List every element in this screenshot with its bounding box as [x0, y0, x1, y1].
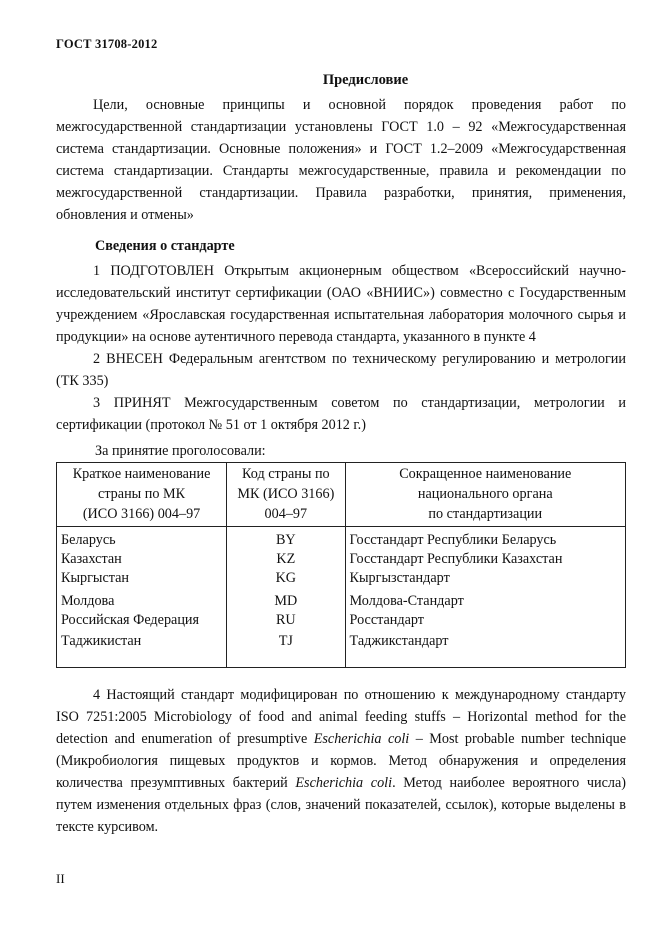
info-item-3: 3 ПРИНЯТ Межгосударственным советом по стандартизации, метрологии и сертификации (протокол № 51 от 1 октября 2012 г.): [56, 395, 626, 433]
country-cell: Российская Федерация: [57, 611, 227, 630]
country-cell: Казахстан: [57, 550, 227, 569]
body-cell: Госстандарт Республики Казахстан: [345, 550, 625, 569]
code-cell: MD: [227, 588, 345, 611]
info-item-2: 2 ВНЕСЕН Федеральным агентством по техническому регулированию и метрологии (ТК 335): [56, 351, 626, 389]
code-cell: KZ: [227, 550, 345, 569]
code-cell: BY: [227, 527, 345, 551]
code-cell: TJ: [227, 630, 345, 668]
header-national-body: Сокращенное наименование национального органа по стандартизации: [345, 463, 625, 527]
code-cell: KG: [227, 569, 345, 588]
header-code: Код страны по МК (ИСО 3166) 004–97: [227, 463, 345, 527]
code-cell: RU: [227, 611, 345, 630]
country-cell: Молдова: [57, 588, 227, 611]
body-cell: Кыргызстандарт: [345, 569, 625, 588]
table-row: [57, 569, 626, 588]
table-row: [57, 527, 626, 551]
header-country: Краткое наименование страны по МК (ИСО 3166) 004–97: [57, 463, 227, 527]
foreword-paragraph: Цели, основные принципы и основной порядок проведения работ по межгосударственной стандартизации установлены ГОСТ 1.0 – 92 «Межгосударственная система стандартизации. Основные положения» и ГОСТ 1.2–2009 «Межгосударственная система стандартизации. Стандарты межгосударственные, правила и рекомендации по межгосударственной стандартизации. Правила разработки, принятия, применения, обновления и отмены»: [56, 97, 626, 223]
body-cell: Госстандарт Республики Беларусь: [345, 527, 625, 551]
italic-species-name: Escherichia coli: [295, 775, 393, 791]
italic-species-name: Escherichia coli: [313, 731, 410, 747]
country-cell: Беларусь: [57, 527, 227, 551]
standard-info-body: [56, 260, 626, 436]
vote-label: За принятие проголосовали:: [95, 443, 266, 459]
info-item-1: 1 ПОДГОТОВЛЕН Открытым акционерным обществом «Всероссийский научно-исследовательский институт сертификации (ОАО «ВНИИС») совместно с Государственным учреждением «Ярославская государственная испытательная лаборатория молочного сырья и продукции» на основе аутентичного перевода стандарта, указанного в пункте 4: [56, 263, 626, 345]
foreword-title: Предисловие: [322, 72, 409, 88]
country-cell: Таджикистан: [57, 630, 227, 668]
page-number: II: [56, 871, 65, 886]
vote-table-header-row: [57, 463, 626, 527]
country-cell: Кыргыстан: [57, 569, 227, 588]
vote-table: [56, 462, 626, 668]
body-cell: Росстандарт: [345, 611, 625, 630]
table-row: [57, 550, 626, 569]
item-4-body: [56, 684, 626, 838]
table-row: [57, 630, 626, 668]
info-item-4: 4 Настоящий стандарт модифицирован по отношению к международному стандарту ISO 7251:2005 Microbiology of food and animal feeding stuffs – Horizontal method for the detection and enumeration of presumptive Escherichia coli – Most probable number technique (Микробиология пищевых продуктов и кормов. Метод обнаружения и определения количества презумптивных бактерий Escherichia coli. Метод наиболее вероятного числа) путем изменения отдельных фраз (слов, значений показателей, ссылок), которые выделены в тексте курсивом.: [56, 687, 626, 835]
document-code-header: ГОСТ 31708-2012: [56, 37, 158, 51]
body-cell: Таджикстандарт: [345, 630, 625, 668]
table-row: [57, 588, 626, 611]
table-row: [57, 611, 626, 630]
standard-info-title: Сведения о стандарте: [95, 238, 235, 254]
foreword-body: [56, 94, 626, 226]
body-cell: Молдова-Стандарт: [345, 588, 625, 611]
